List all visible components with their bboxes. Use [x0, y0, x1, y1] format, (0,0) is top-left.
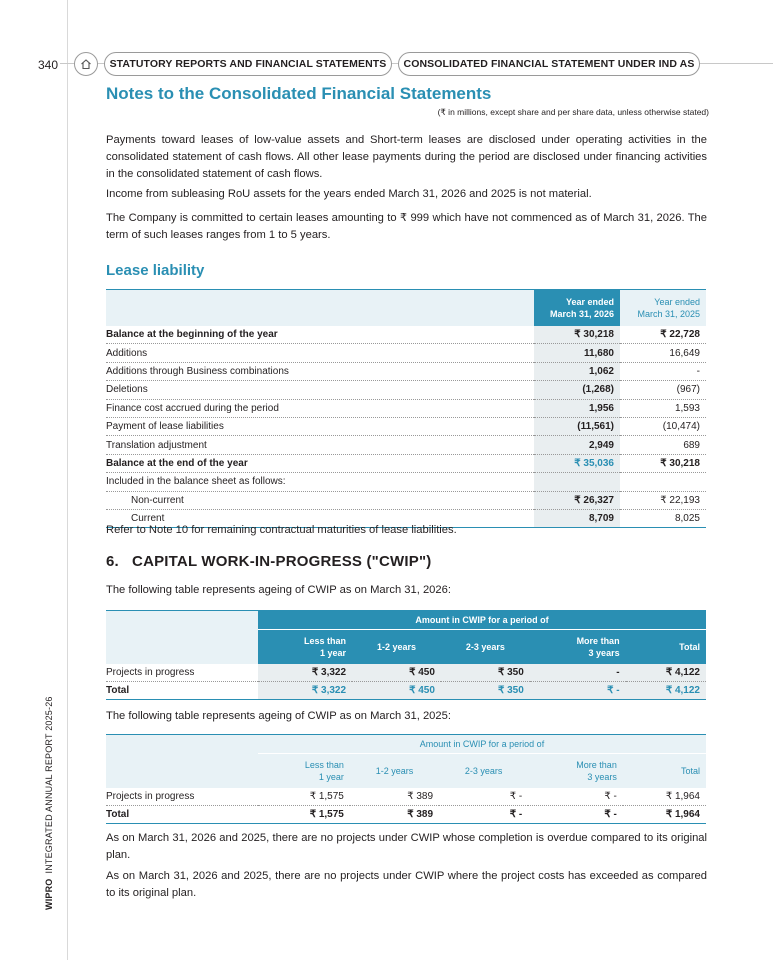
- table-row: Balance at the beginning of the year ₹ 30,218 ₹ 22,728: [106, 326, 706, 344]
- cwip-intro-2026: The following table represents ageing of CWIP as on March 31, 2026:: [106, 584, 451, 596]
- cwip-header-blank: [106, 735, 258, 789]
- cwip-group-header: Amount in CWIP for a period of: [258, 611, 706, 630]
- col-1-2-years: 1-2 years: [352, 630, 441, 665]
- col-more-than-3-years: More than 3 years: [530, 630, 626, 665]
- table-row: Payment of lease liabilities (11,561) (10,474): [106, 417, 706, 435]
- unit-note: (₹ in millions, except share and per share data, unless otherwise stated): [437, 107, 709, 117]
- lease-header-current: Year ended March 31, 2026: [534, 290, 620, 327]
- table-row: Balance at the end of the year ₹ 35,036 ₹ 30,218: [106, 454, 706, 472]
- cwip-table-2025: [106, 734, 706, 824]
- table-row: Current 8,709 8,025: [106, 509, 706, 527]
- cwip-header-blank: [106, 611, 258, 665]
- table-row: Total ₹ 3,322 ₹ 450 ₹ 350 ₹ - ₹ 4,122: [106, 682, 706, 700]
- cwip-heading: 6. CAPITAL WORK-IN-PROGRESS ("CWIP"): [106, 553, 432, 570]
- col-total: Total: [623, 754, 706, 789]
- lease-header-blank: [106, 290, 534, 327]
- home-icon: [80, 58, 92, 70]
- table-row: Additions 11,680 16,649: [106, 344, 706, 362]
- lease-liability-heading: Lease liability: [106, 262, 205, 279]
- table-row: Translation adjustment 2,949 689: [106, 436, 706, 454]
- cwip-table-2026: [106, 610, 706, 700]
- paragraph-subleasing: Income from subleasing RoU assets for the years ended March 31, 2026 and 2025 is not material.: [106, 188, 592, 200]
- col-less-than-1-year: Less than 1 year: [258, 630, 352, 665]
- cwip-closing-costs: As on March 31, 2026 and 2025, there are no projects under CWIP where the project costs has exceeded as compared to its original plan.: [106, 870, 707, 899]
- paragraph-commitments: The Company is committed to certain leases amounting to ₹ 999 which have not commenced as of March 31, 2026. The term of such leases ranges from 1 to 5 years.: [106, 212, 707, 241]
- table-row: Total ₹ 1,575 ₹ 389 ₹ - ₹ - ₹ 1,964: [106, 806, 706, 824]
- nav-consolidated-statement[interactable]: CONSOLIDATED FINANCIAL STATEMENT UNDER IND AS: [398, 52, 700, 76]
- col-less-than-1-year: Less than 1 year: [258, 754, 350, 789]
- table-row: Non-current ₹ 26,327 ₹ 22,193: [106, 491, 706, 509]
- side-rule: [67, 0, 68, 960]
- side-brand: [44, 696, 54, 910]
- page-number: 340: [38, 58, 59, 72]
- col-more-than-3-years: More than 3 years: [528, 754, 623, 789]
- lease-liability-table: [106, 289, 706, 528]
- cwip-intro-2025: The following table represents ageing of CWIP as on March 31, 2025:: [106, 710, 451, 722]
- lease-header-previous: Year ended March 31, 2025: [620, 290, 706, 327]
- paragraph-lease-payments: Payments toward leases of low-value assets and Short-term leases are disclosed under operating activities in the consolidated statement of cash flows. All other lease payments during the period are disclosed under financing activities in the consolidated statement of cash flows.: [106, 134, 707, 180]
- col-1-2-years: 1-2 years: [350, 754, 439, 789]
- table-row: Finance cost accrued during the period 1,956 1,593: [106, 399, 706, 417]
- table-row: Deletions (1,268) (967): [106, 381, 706, 399]
- col-total: Total: [626, 630, 706, 665]
- table-row: Projects in progress ₹ 1,575 ₹ 389 ₹ - ₹ - ₹ 1,964: [106, 788, 706, 806]
- table-row: Additions through Business combinations 1,062 -: [106, 362, 706, 380]
- table-row: Included in the balance sheet as follows:: [106, 473, 706, 491]
- cwip-closing-overdue: As on March 31, 2026 and 2025, there are no projects under CWIP whose completion is overdue compared to its original plan.: [106, 832, 707, 861]
- report-label: INTEGRATED ANNUAL REPORT 2025-26: [44, 696, 54, 874]
- table-row: Projects in progress ₹ 3,322 ₹ 450 ₹ 350 - ₹ 4,122: [106, 664, 706, 682]
- col-2-3-years: 2-3 years: [441, 630, 530, 665]
- nav-statutory-reports[interactable]: STATUTORY REPORTS AND FINANCIAL STATEMENTS: [104, 52, 392, 76]
- brand-logo-text: WIPRO: [44, 878, 54, 910]
- lease-note: Refer to Note 10 for remaining contractual maturities of lease liabilities.: [106, 524, 457, 536]
- page-title: Notes to the Consolidated Financial Statements: [106, 84, 492, 103]
- col-2-3-years: 2-3 years: [439, 754, 528, 789]
- cwip-group-header: Amount in CWIP for a period of: [258, 735, 706, 754]
- home-button[interactable]: [74, 52, 98, 76]
